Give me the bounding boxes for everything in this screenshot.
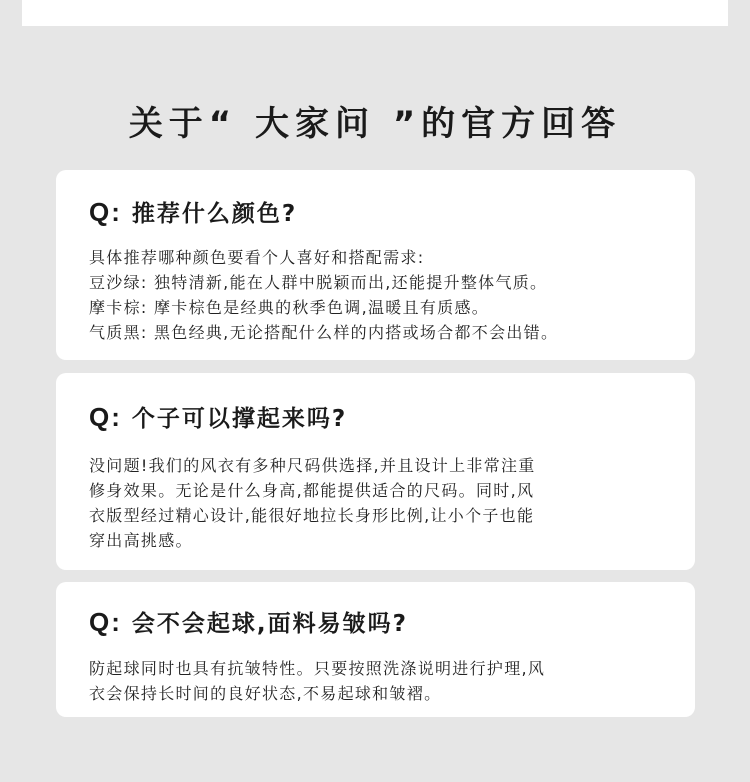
answer-line: 防起球同时也具有抗皱特性。只要按照洗涤说明进行护理,风: [89, 659, 546, 678]
answer-line: 穿出高挑感。: [89, 531, 193, 550]
faq-card-color: [56, 170, 695, 360]
question-text: 个子可以撑起来吗?: [131, 406, 348, 432]
answer-text: [89, 656, 671, 706]
question-title: [89, 400, 671, 433]
answer-line: 摩卡棕: 摩卡棕色是经典的秋季色调,温暖且有质感。: [89, 298, 490, 317]
question-prefix: Q:: [89, 402, 122, 432]
answer-line: 衣版型经过精心设计,能很好地拉长身形比例,让小个子也能: [89, 506, 535, 525]
answer-line: 豆沙绿: 独特清新,能在人群中脱颖而出,还能提升整体气质。: [89, 273, 548, 292]
answer-line: 具体推荐哪种颜色要看个人喜好和搭配需求:: [89, 248, 425, 267]
answer-line: 没问题!我们的风衣有多种尺码供选择,并且设计上非常注重: [89, 456, 536, 475]
page-title: 关于“ 大家问 ”的官方回答: [128, 104, 622, 144]
faq-card-height: [56, 373, 695, 570]
answer-line: 气质黑: 黑色经典,无论搭配什么样的内搭或场合都不会出错。: [89, 323, 559, 342]
question-title: [89, 195, 671, 228]
question-text: 会不会起球,面料易皱吗?: [131, 611, 408, 637]
answer-line: 修身效果。无论是什么身高,都能提供适合的尺码。同时,风: [89, 481, 535, 500]
question-prefix: Q:: [89, 607, 122, 637]
question-prefix: Q:: [89, 197, 122, 227]
answer-text: [89, 245, 671, 345]
question-text: 推荐什么颜色?: [131, 201, 298, 227]
answer-line: 衣会保持长时间的良好状态,不易起球和皱褶。: [89, 684, 442, 703]
faq-card-pilling: [56, 582, 695, 717]
top-white-strip: [22, 0, 728, 26]
question-title: [89, 605, 671, 638]
answer-text: [89, 453, 671, 553]
